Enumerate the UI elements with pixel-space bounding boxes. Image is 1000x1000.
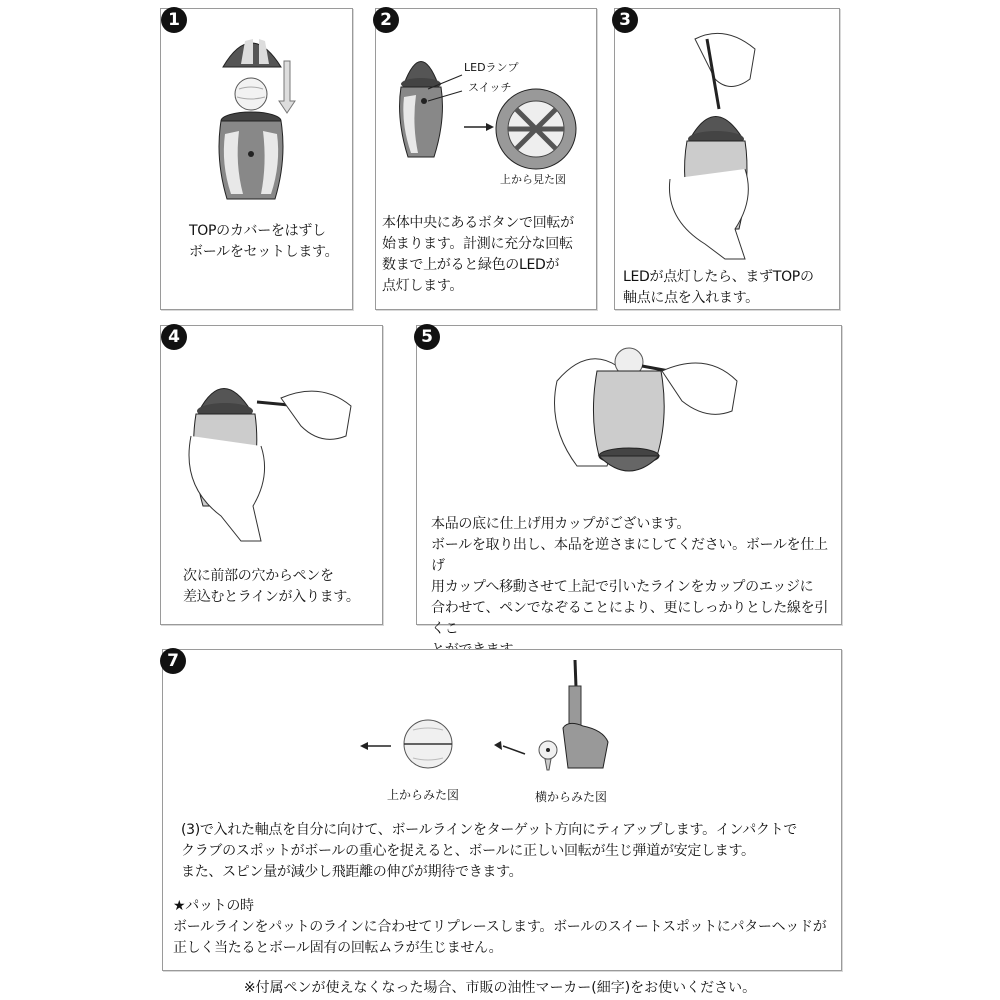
device-switch-illustration xyxy=(376,9,598,189)
top-view-label: 上から見た図 xyxy=(500,173,566,186)
switch-label: スイッチ xyxy=(468,81,512,94)
marking-top-illustration xyxy=(615,9,841,259)
putt-title: ★パットの時 xyxy=(173,898,254,914)
step-number-badge: 2 xyxy=(373,7,399,33)
finishing-cup-illustration xyxy=(417,326,843,506)
step-3-text: LEDが点灯したら、まずTOPの 軸点に点を入れます。 xyxy=(623,269,814,306)
device-open-illustration xyxy=(161,9,354,209)
step-2-text: 本体中央にあるボタンで回転が 始まります。計測に充分な回転 数まで上がると緑色のLEDが 点灯します。 xyxy=(382,215,574,294)
marking-side-illustration xyxy=(161,326,384,546)
teeup-illustration xyxy=(163,650,843,810)
step-1-text: TOPのカバーをはずし ボールをセットします。 xyxy=(189,223,339,260)
step-number-badge: 1 xyxy=(161,7,187,33)
step-5-panel xyxy=(416,325,842,637)
step-5-text: 本品の底に仕上げ用カップがございます。 ボールを取り出し、本品を逆さまにしてください。ボールを仕上げ 用カップへ移動させて上記で引いたラインをカップのエッジに 合わせて、ペンでなぞることにより、更にしっかりとした線を引くこ xyxy=(431,516,829,637)
step-number-badge: 5 xyxy=(414,324,440,350)
step-number-badge: 3 xyxy=(612,7,638,33)
step-1-panel xyxy=(160,8,353,310)
step-number-badge: 4 xyxy=(161,324,187,350)
footer-note: ※付属ペンが使えなくなった場合、市販の油性マーカー(細字)をお使いください。 xyxy=(243,980,757,996)
top-view-label: 上からみた図 xyxy=(387,788,460,802)
putt-text: ボールラインをパットのラインに合わせてリプレースします。ボールのスイートスポットにパターヘッドが 正しく当たるとボール固有の回転ムラが生じません。 xyxy=(173,919,827,956)
step-3-panel xyxy=(614,8,840,310)
step-7-text: (3)で入れた軸点を自分に向けて、ボールラインをターゲット方向にティアップします。インパクトで クラブのスポットがボールの重心を捉えると、ボールに正しい回転が生じ弾道が安定します。 また、スピン量が減少し飛距離の伸びが期待できます。 xyxy=(181,822,797,880)
side-view-label: 横からみた図 xyxy=(535,790,608,804)
step-number-badge: 7 xyxy=(160,648,186,674)
step-7-panel xyxy=(162,649,842,971)
led-lamp-label: LEDランプ xyxy=(464,61,519,74)
step-2-panel xyxy=(375,8,597,310)
step-4-text: 次に前部の穴からペンを 差込むとラインが入ります。 xyxy=(183,568,360,605)
step-4-panel xyxy=(160,325,383,625)
